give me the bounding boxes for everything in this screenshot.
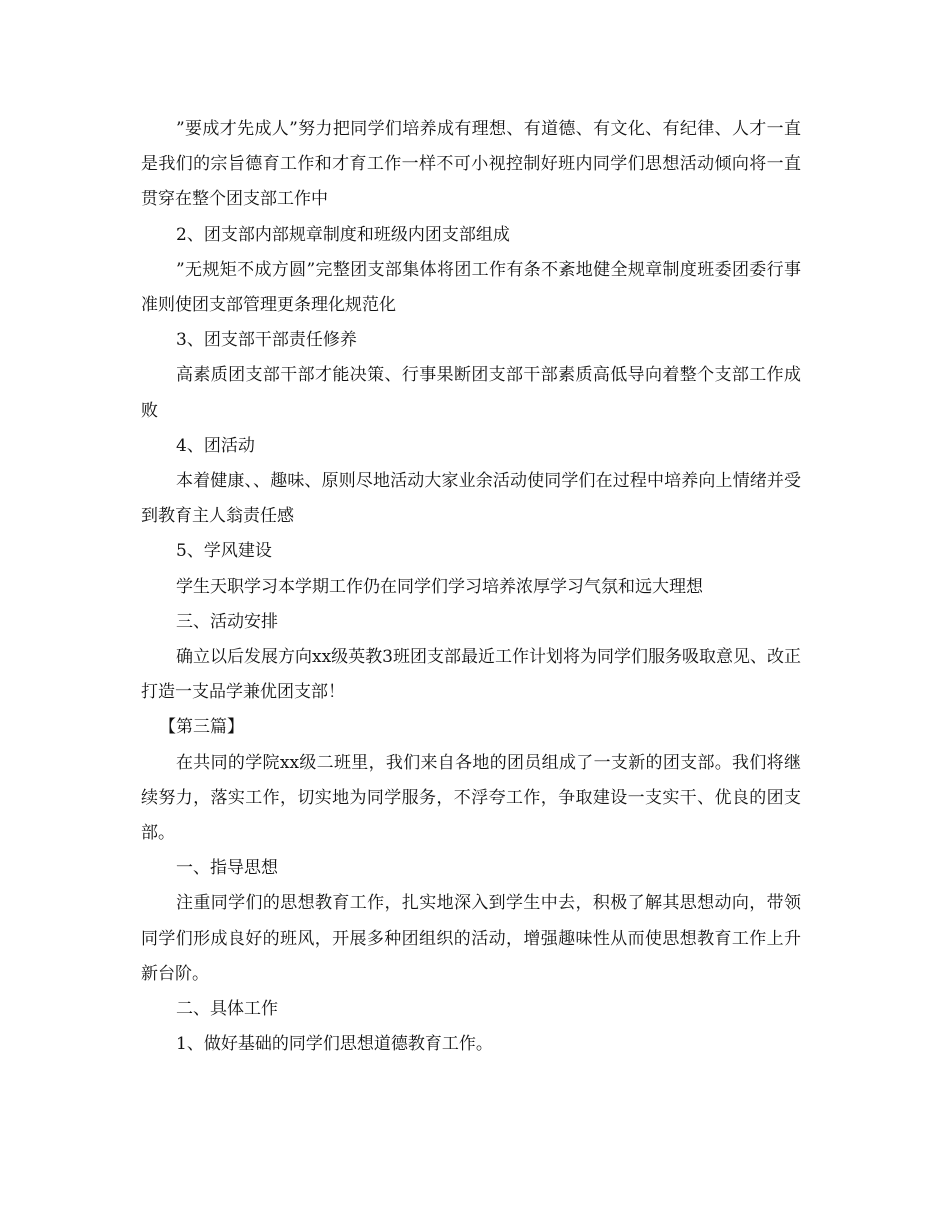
paragraph-cadre-quality: 高素质团支部干部才能决策、行事果断团支部干部素质高低导向着整个支部工作成败 xyxy=(141,365,801,421)
heading-league-activities: 4、团活动 xyxy=(176,435,255,456)
document-body xyxy=(141,112,801,1062)
paragraph-guiding-ideology: 注重同学们的思想教育工作，扎实地深入到学生中去，积极了解其思想动向，带领同学们形成良好的班风，开展多种团组织的活动，增强趣味性从而使思想教育工作上升新台阶。 xyxy=(141,893,801,984)
heading-cadre-responsibility: 3、团支部干部责任修养 xyxy=(176,330,357,351)
heading-guiding-ideology: 一、指导思想 xyxy=(176,858,278,879)
paragraph-activities: 本着健康、、趣味、原则尽地活动大家业余活动使同学们在过程中培养向上情绪并受到教育主人翁责任感 xyxy=(141,471,801,527)
paragraph-arrangement: 确立以后发展方向xx级英教3班团支部最近工作计划将为同学们服务吸取意见、改正打造一支品学兼优团支部！ xyxy=(141,647,801,703)
paragraph-study-style: 学生天职学习本学期工作仍在同学们学习培养浓厚学习气氛和远大理想 xyxy=(176,576,703,597)
heading-study-style: 5、学风建设 xyxy=(176,541,272,562)
paragraph-cultivation-goal: ”要成才先成人”努力把同学们培养成有理想、有道德、有文化、有纪律、人才一直是我们的宗旨德育工作和才育工作一样不可小视控制好班内同学们思想活动倾向将一直贯穿在整个团支部工作中 xyxy=(141,119,801,210)
heading-specific-work: 二、具体工作 xyxy=(176,999,278,1020)
paragraph-moral-education: 1、做好基础的同学们思想道德教育工作。 xyxy=(176,1034,493,1055)
heading-activity-arrangement: 三、活动安排 xyxy=(176,611,278,632)
paragraph-introduction: 在共同的学院xx级二班里，我们来自各地的团员组成了一支新的团支部。我们将继续努力，落实工作，切实地为同学服务，不浮夸工作，争取建设一支实干、优良的团支部。 xyxy=(141,752,801,844)
heading-rules-and-organization: 2、团支部内部规章制度和班级内团支部组成 xyxy=(176,224,510,245)
section-title-third: 【第三篇】 xyxy=(159,717,244,738)
paragraph-rules: ”无规矩不成方圆”完整团支部集体将团工作有条不紊地健全规章制度班委团委行事准则使团支部管理更条理化规范化 xyxy=(141,259,801,316)
